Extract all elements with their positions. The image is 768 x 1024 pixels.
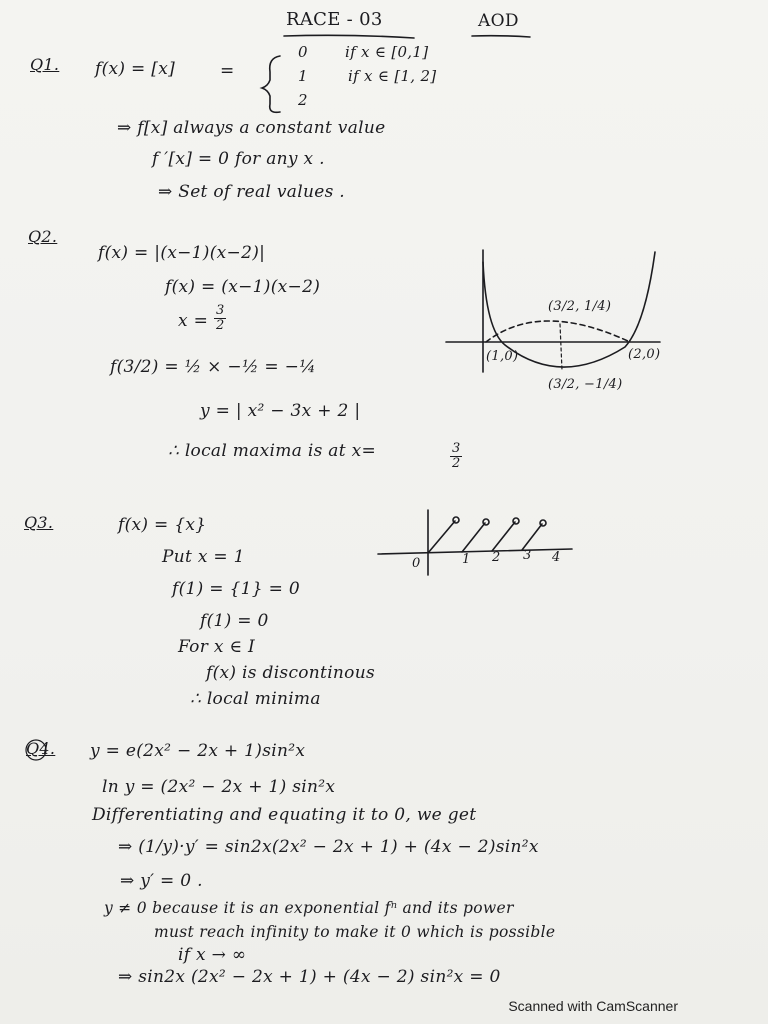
scanner-watermark: Scanned with CamScanner [508,998,678,1014]
q3-line-1: Put x = 1 [162,547,245,567]
q4-line-8: ⇒ sin2x (2x² − 2x + 1) + (4x − 2) sin²x = 0 [118,967,501,987]
q2-x-frac-den: 2 [216,317,225,333]
q2-label: Q2. [28,227,58,246]
q3-label: Q3. [24,513,54,532]
q1-case-cond-1: if x ∈ [1, 2] [348,67,437,85]
q4-line-6: must reach infinity to make it 0 which is possible [154,923,556,941]
q2-line-3: f(3/2) = ½ × −½ = −¼ [110,357,316,377]
q4-line-2: Differentiating and equating it to 0, we get [92,805,477,825]
q3-tick-2: 2 [492,550,501,565]
q2-line-1: f(x) = (x−1)(x−2) [165,277,321,297]
q2-graph-label-vertex: (3/2, −1/4) [548,377,623,392]
q3-tick-0: 0 [412,556,421,571]
q3-graph-seg-1 [462,523,485,552]
q3-line-3: f(1) = 0 [200,611,269,631]
q2-at-frac-num: 3 [452,441,461,456]
q2-line-0: f(x) = |(x−1)(x−2)| [98,243,266,263]
q3-graph-open-dot-3 [540,520,546,526]
q3-line-4: For x ∈ I [178,637,256,657]
q4-line-5: y ≠ 0 because it is an exponential fⁿ and its power [104,899,514,917]
q3-graph-seg-2 [492,522,515,551]
q1-line-2: ⇒ Set of real values . [158,182,346,202]
q3-graph-open-dot-2 [513,518,519,524]
q4-line-0: y = e(2x² − 2x + 1)sin²x [90,741,306,761]
q2-line-5: ∴ local maxima is at x= [168,441,376,461]
q3-tick-4: 4 [552,550,561,565]
q4-line-7: if x → ∞ [178,945,247,965]
q4-label-circle [26,740,46,760]
header-tag: AOD [478,11,519,31]
q3-graph-open-dot-1 [483,519,489,525]
q1-brace [262,56,280,112]
q1-case-cond-0: if x ∈ [0,1] [345,43,429,61]
q4-line-1: ln y = (2x² − 2x + 1) sin²x [102,777,336,797]
q2-graph-label-p2: (2,0) [628,347,661,362]
q3-tick-3: 3 [523,548,532,563]
q1-line-1: f ′[x] = 0 for any x . [152,149,325,169]
q2-x-frac-num: 3 [216,303,225,318]
q3-graph-open-dot-0 [453,517,459,523]
q1-case-value-2: 2 [298,91,308,109]
q3-graph [378,510,572,575]
q1-case-value-1: 1 [298,67,308,85]
q2-at-frac-den: 2 [452,455,461,471]
q4-label: Q4. [26,739,56,758]
header-tag-underline [472,36,530,37]
q2-line-2: x = [178,311,209,331]
q2-graph-reflected-arc [486,321,630,342]
q3-line-0: f(x) = {x} [118,515,207,535]
q1-case-value-0: 0 [298,43,308,61]
q2-graph-label-p1: (1,0) [486,349,519,364]
q1-equals: = [220,61,235,81]
q4-line-3: ⇒ (1/y)·y′ = sin2x(2x² − 2x + 1) + (4x − 2)sin²x [118,837,539,857]
header-title-underline [284,35,414,38]
q4-line-4: ⇒ y′ = 0 . [120,871,203,891]
q3-graph-seg-3 [522,524,542,550]
q3-graph-seg-0 [428,521,455,553]
q1-lhs: f(x) = [x] [95,59,176,79]
q3-tick-1: 1 [462,552,471,567]
q1-label: Q1. [30,55,60,74]
q2-graph-label-reflected: (3/2, 1/4) [548,299,612,314]
q3-line-5: f(x) is discontinous [206,663,375,683]
q1-line-0: ⇒ f[x] always a constant value [117,118,386,138]
q3-graph-x-axis [378,549,572,554]
q2-graph [446,250,660,372]
q2-line-4: y = | x² − 3x + 2 | [200,401,361,421]
q3-line-6: ∴ local minima [190,689,321,709]
q3-line-2: f(1) = {1} = 0 [172,579,300,599]
q2-graph-parabola [483,252,655,367]
q2-graph-vertex-line [560,324,562,370]
header-title: RACE - 03 [286,9,383,30]
